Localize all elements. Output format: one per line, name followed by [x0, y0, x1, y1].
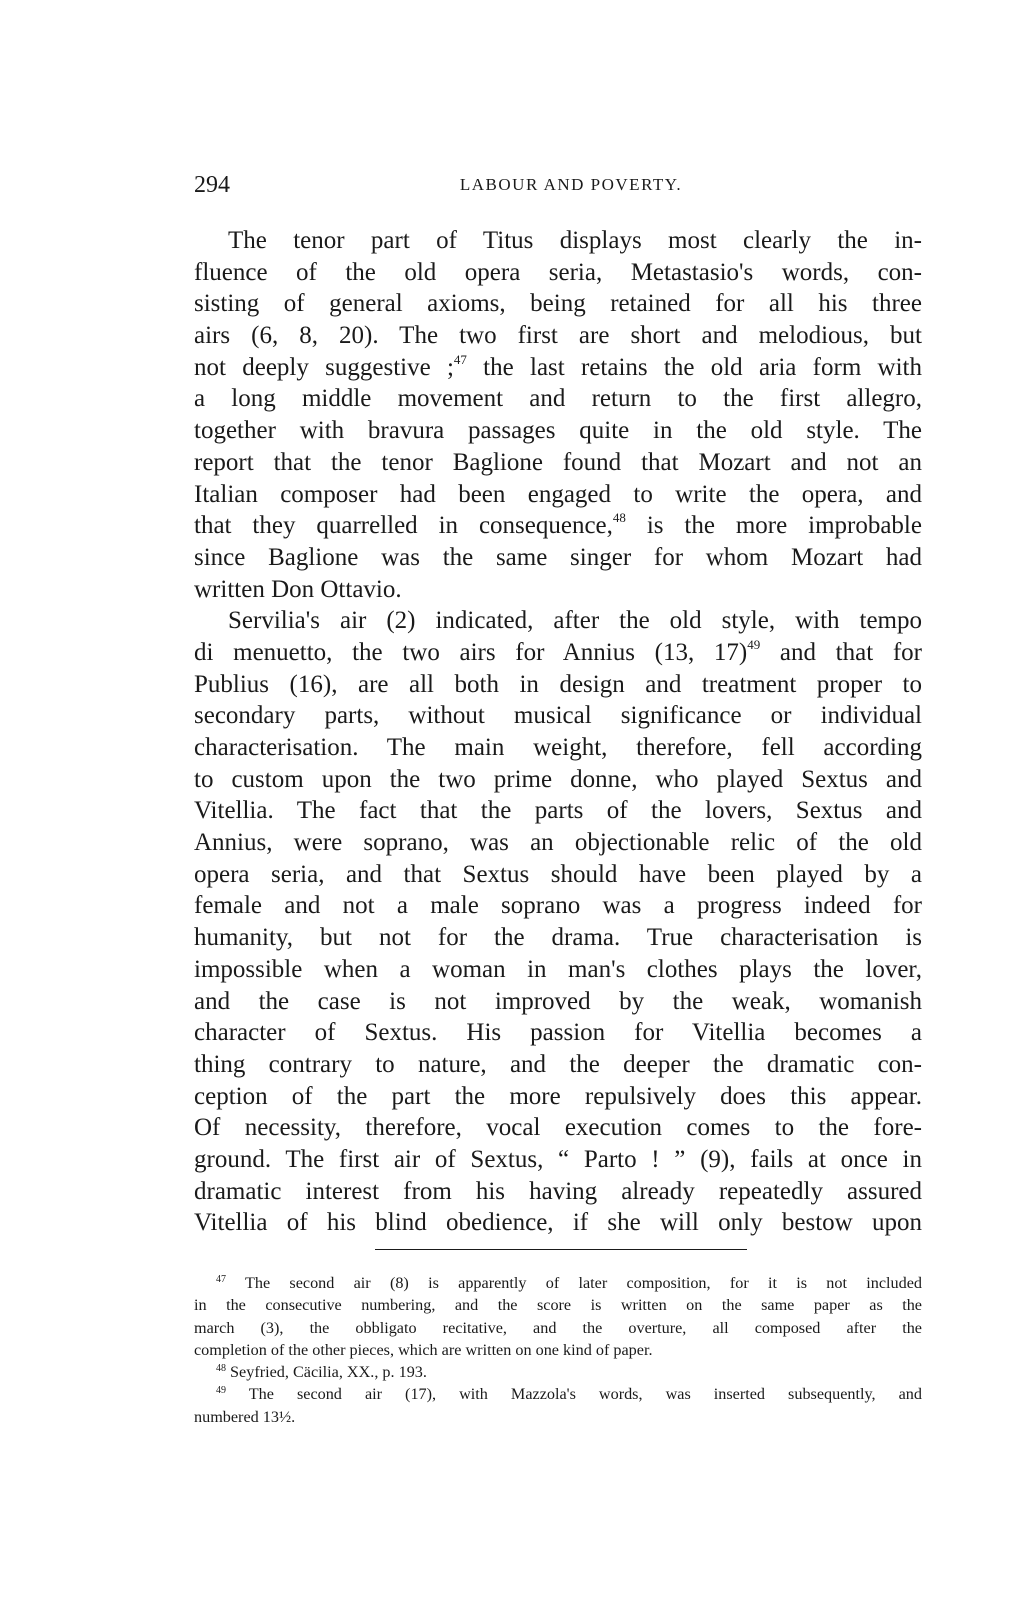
footnote-line: in the consecutive numbering, and the score is written on the same paper as the	[194, 1296, 922, 1315]
text-line: and the case is not improved by the weak, womanish	[194, 987, 922, 1015]
text-run: that they quarrelled in consequence,	[194, 512, 613, 540]
text-run: the last retains the old aria form with	[466, 353, 923, 381]
text-line: since Baglione was the same singer for whom Mozart had	[194, 543, 922, 571]
footnote-text: The second air (17), with Mazzola's words, was inserted subsequently, and	[226, 1385, 922, 1404]
text-line: opera seria, and that Sextus should have been played by a	[194, 860, 922, 888]
text-line: sisting of general axioms, being retained for all his three	[194, 290, 922, 318]
text-line: ground. The first air of Sextus, “ Parto ! ” (9), fails at once in	[194, 1145, 922, 1173]
footnotes	[194, 1272, 922, 1428]
text-run: is the more improbable	[625, 512, 922, 540]
text-line: written Don Ottavio.	[194, 575, 402, 603]
text-line: a long middle movement and return to the first allegro,	[194, 385, 922, 413]
text-line: to custom upon the two prime donne, who played Sextus and	[194, 765, 922, 793]
text-line: humanity, but not for the drama. True characterisation is	[194, 924, 922, 952]
text-line: character of Sextus. His passion for Vitellia becomes a	[194, 1019, 922, 1047]
text-line: impossible when a woman in man's clothes plays the lover,	[194, 955, 922, 983]
footnote-ref-49: 49	[747, 636, 761, 652]
text-run: di menuetto, the two airs for Annius (13, 17)	[194, 638, 748, 666]
body-text	[194, 225, 922, 1239]
text-line: secondary parts, without musical significance or individual	[194, 702, 922, 730]
footnote-ref-48: 48	[612, 510, 626, 526]
text-line: fluence of the old opera seria, Metastasio's words, con-	[194, 258, 922, 286]
text-line: Italian composer had been engaged to write the opera, and	[194, 480, 922, 508]
footnote-48	[194, 1361, 922, 1383]
footnote-line: march (3), the obbligato recitative, and the overture, all composed after the	[194, 1318, 922, 1337]
footnote-divider	[375, 1249, 747, 1250]
text-line: together with bravura passages quite in the old style. The	[194, 417, 922, 445]
footnote-line: completion of the other pieces, which are written on one kind of paper.	[194, 1340, 653, 1359]
text-run: and that for	[760, 638, 922, 666]
page-number: 294	[194, 172, 230, 198]
text-line: female and not a male soprano was a progress indeed for	[194, 892, 922, 920]
footnote-49	[194, 1383, 922, 1405]
text-line: characterisation. The main weight, therefore, fell according	[194, 734, 922, 761]
text-line: Publius (16), are all both in design and treatment proper to	[194, 670, 922, 698]
footnote-text: Seyfried, Cäcilia, XX., p. 193.	[226, 1363, 427, 1382]
text-line: dramatic interest from his having already repeatedly assured	[194, 1177, 922, 1205]
footnote-ref-47: 47	[453, 351, 467, 367]
footnote-marker: 47	[216, 1274, 226, 1285]
text-line: The tenor part of Titus displays most clearly the in-	[228, 227, 922, 254]
text-line: airs (6, 8, 20). The two first are short and melodious, but	[194, 322, 922, 350]
text-line: ception of the part the more repulsively does this appear.	[194, 1082, 922, 1110]
text-line	[194, 637, 922, 669]
text-run: not deeply suggestive ;	[194, 353, 454, 381]
text-line: Servilia's air (2) indicated, after the old style, with tempo	[228, 607, 922, 635]
text-line: Vitellia. The fact that the parts of the lovers, Sextus and	[194, 797, 922, 825]
text-line: thing contrary to nature, and the deeper the dramatic con-	[194, 1050, 922, 1078]
text-line: Annius, were soprano, was an objectionable relic of the old	[194, 829, 922, 857]
running-head	[194, 170, 924, 200]
footnote-line: numbered 13½.	[194, 1407, 296, 1426]
footnote-marker: 49	[216, 1385, 226, 1397]
text-line: Of necessity, therefore, vocal execution comes to the fore-	[194, 1114, 922, 1142]
running-title: LABOUR AND POVERTY.	[459, 175, 683, 194]
text-line	[194, 352, 922, 384]
text-line: report that the tenor Baglione found that Mozart and not an	[194, 448, 922, 476]
text-line	[194, 510, 922, 542]
text-line: Vitellia of his blind obedience, if she will only bestow upon	[194, 1209, 922, 1237]
footnote-47	[194, 1272, 922, 1294]
footnote-marker: 48	[216, 1363, 226, 1375]
footnote-text: The second air (8) is apparently of later composition, for it is not included	[226, 1274, 922, 1292]
